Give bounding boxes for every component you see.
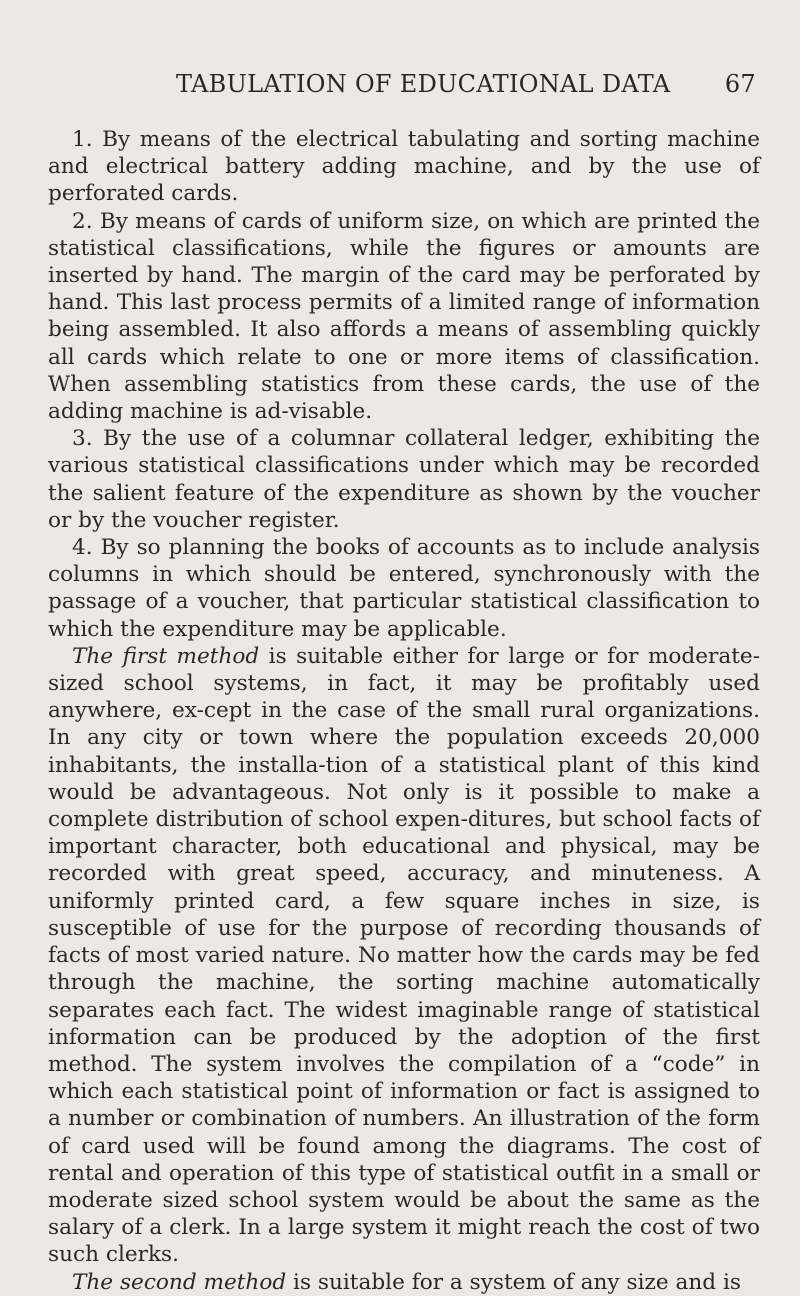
paragraph-text: By the use of a columnar collateral ledger, exhibiting the various statistical classifications under which may be recorded the salient feature of the expenditure as shown by the voucher or by the voucher register. (48, 426, 761, 533)
paragraph-lead-italic: The first method (72, 643, 260, 669)
body-text (48, 126, 760, 1296)
paragraph-lead-italic: The second method (72, 1269, 287, 1295)
paragraph-text: By so planning the books of accounts as to include analysis columns in which should be entered, synchronously with the passage of a voucher, that particular statistical classification to which the expenditure may be applicable. (48, 535, 761, 642)
paragraph-number: 3. (72, 426, 104, 452)
paragraph-text: is suitable for a system of any size and is (286, 1269, 741, 1295)
paragraph-method-3 (48, 425, 760, 534)
paragraph-number: 1. (72, 127, 103, 152)
paragraph-method-4 (48, 534, 760, 643)
paragraph-method-1 (48, 126, 760, 208)
paragraph-text: is suitable either for large or for moderate-sized school systems, in fact, it may be profitably used anywhere, ex-cept in the case of the small rural organizations. In any city or town where the population exceeds 20,000 inhabitants, the installa-tion of a statistical plant of this kind would be advantageous. Not only is it possible to make a complete distribution of school expen-ditures, but school facts of important character, both educational and physical, may be recorded with great speed, accuracy, and minuteness. A uniformly printed card, a few square inches in size, is susceptible of use for the purpose of recording thousands of facts of most varied nature. No matter how the cards may be fed through the machine, the sorting machine automatically separates each fact. The widest imaginable range of statistical information can be produced by the adoption of the first method. The system involves the compilation of a “code” in which each statistical point of information or fact is assigned to a number or combination of numbers. An illustration of the form of card used will be found among the diagrams. The cost of rental and operation of this type of statistical outfit in a small or moderate sized school system would be about the same as the salary of a clerk. In a large system it might reach the cost of two such clerks. (48, 643, 760, 1268)
paragraph-number: 2. (72, 208, 100, 234)
paragraph-number: 4. (72, 535, 101, 561)
page-number: 67 (724, 70, 756, 98)
chapter-title: TABULATION OF EDUCATIONAL DATA (176, 70, 671, 98)
paragraph-method-2 (48, 208, 760, 426)
paragraph-first-method (48, 643, 760, 1269)
running-header (176, 70, 756, 104)
paragraph-text: By means of cards of uniform size, on which are printed the statistical classifications, while the figures or amounts are inserted by hand. The margin of the card may be perforated by hand. This last process permits of a limited range of information being assembled. It also affords a means of assembling quickly all cards which relate to one or more items of classification. When assembling statistics from these cards, the use of the adding machine is ad-visable. (48, 208, 760, 425)
paragraph-second-method (48, 1269, 760, 1296)
paragraph-text: By means of the electrical tabulating and sorting machine and electrical battery adding machine, and by the use of perforated cards. (48, 127, 761, 207)
